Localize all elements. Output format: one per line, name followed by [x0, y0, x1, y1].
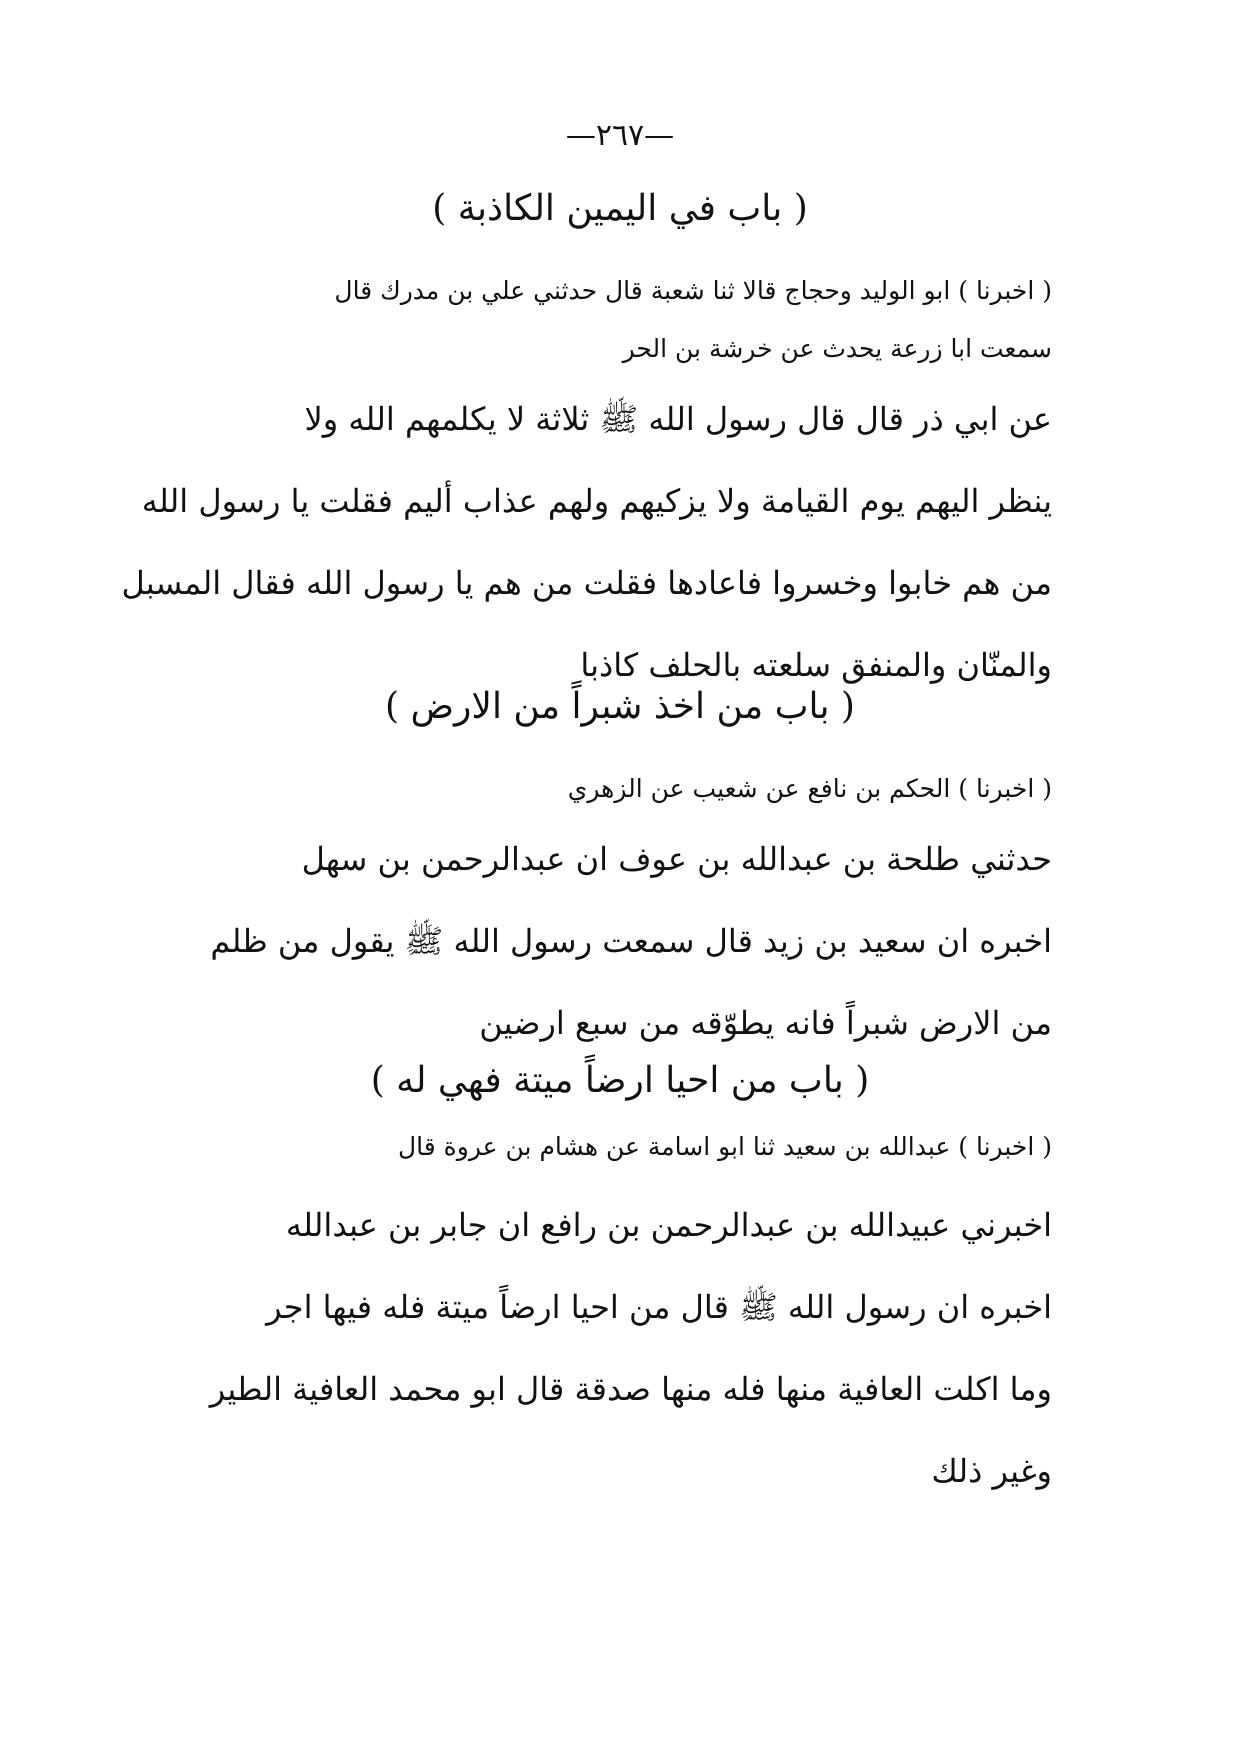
matn-block	[121, 378, 1052, 706]
section-heading-reviving-land: ( باب من احيا ارضاً ميتة فهي له )	[370, 1060, 870, 1101]
isnad-line: ( اخبرنا ) عبدالله بن سعيد ثنا ابو اسامة عن هشام بن عروة قال	[398, 1132, 1052, 1161]
isnad-block	[192, 1118, 1052, 1176]
isnad-block	[192, 760, 1052, 818]
section-heading-taking-land: ( باب من اخذ شبراً من الارض )	[385, 686, 855, 727]
matn-line: حدثني طلحة بن عبدالله بن عوف ان عبدالرحمن بن سهل	[301, 840, 1052, 878]
matn-line: وما اكلت العافية منها فله منها صدقة قال ابو محمد العافية الطير	[209, 1370, 1052, 1408]
matn-line: عن ابي ذر قال قال رسول الله ﷺ ثلاثة لا يكلمهم الله ولا	[304, 400, 1052, 438]
matn-line: من هم خابوا وخسروا فاعادها فقلت من هم يا رسول الله فقال المسبل	[121, 564, 1052, 602]
matn-line: والمنّان والمنفق سلعته بالحلف كاذبا	[580, 646, 1052, 684]
section-heading-false-oath: ( باب في اليمين الكاذبة )	[432, 188, 808, 229]
isnad-line: ( اخبرنا ) ابو الوليد وحجاج قالا ثنا شعبة قال حدثني علي بن مدرك قال	[334, 276, 1052, 305]
isnad-line: ( اخبرنا ) الحكم بن نافع عن شعيب عن الزهري	[567, 774, 1052, 803]
page-number: —٢٦٧—	[565, 118, 675, 153]
matn-block	[184, 818, 1052, 1064]
matn-line: ينظر اليهم يوم القيامة ولا يزكيهم ولهم عذاب أليم فقلت يا رسول الله	[141, 482, 1052, 520]
matn-line: اخبره ان سعيد بن زيد قال سمعت رسول الله ﷺ يقول من ظلم	[210, 922, 1052, 960]
isnad-block	[192, 262, 1052, 378]
matn-line: من الارض شبراً فانه يطوّقه من سبع ارضين	[479, 1004, 1052, 1042]
isnad-line: سمعت ابا زرعة يحدث عن خرشة بن الحر	[622, 334, 1052, 363]
matn-block	[184, 1184, 1052, 1512]
matn-line: اخبره ان رسول الله ﷺ قال من احيا ارضاً ميتة فله فيها اجر	[266, 1288, 1052, 1326]
matn-line: اخبرني عبيدالله بن عبدالرحمن بن رافع ان جابر بن عبدالله	[285, 1206, 1052, 1244]
matn-line: وغير ذلك	[931, 1452, 1052, 1490]
